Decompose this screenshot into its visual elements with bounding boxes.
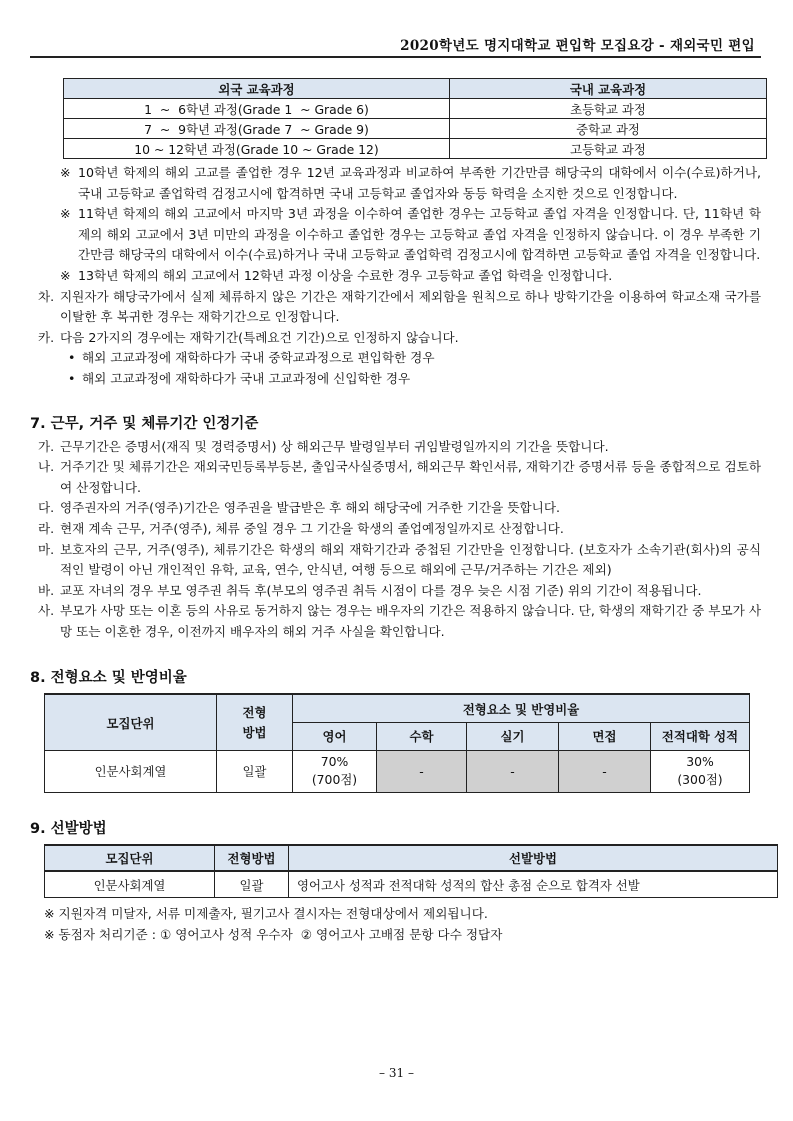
list-item — [30, 498, 761, 519]
note-mark: ※ — [60, 267, 71, 283]
item-mark: 마. — [38, 541, 55, 557]
cell-foreign: 1 ~ 6학년 과정(Grade 1 ~ Grade 6) — [64, 99, 450, 119]
cell-method: 일괄 — [217, 750, 293, 792]
cell-foreign: 7 ~ 9학년 과정(Grade 7 ~ Grade 9) — [64, 119, 450, 139]
notes-block — [30, 163, 761, 390]
note-item: ※ 동점자 처리기준 : ① 영어고사 성적 우수자 ② 영어고사 고배점 문항 다수 정답자 — [44, 927, 503, 943]
cell-unit: 인문사회계열 — [45, 750, 217, 792]
item-text: 지원자가 해당국가에서 실제 체류하지 않은 기간은 재학기간에서 제외함을 원칙으로 하나 방학기간을 이용하여 학교소재 국가를 이탈한 후 복귀한 경우는 재학기간으로 인정합니다. — [60, 288, 761, 325]
subheader-interview: 면접 — [559, 722, 651, 750]
note-text: 13학년 학제의 해외 고교에서 12학년 과정 이상을 수료한 경우 고등학교 졸업 학력을 인정합니다. — [78, 267, 613, 283]
english-points: (700점) — [311, 772, 358, 788]
table-row — [45, 871, 778, 898]
item-mark: 가. — [38, 438, 55, 454]
cell-unit: 인문사회계열 — [45, 871, 215, 898]
table-header-row — [45, 845, 778, 871]
header-method: 전형 방법 — [217, 694, 293, 750]
list-item — [30, 437, 761, 458]
header-method: 전형방법 — [215, 845, 289, 871]
subheader-previous-grades: 전적대학 성적 — [651, 722, 750, 750]
item-text: 보호자의 근무, 거주(영주), 체류기간은 학생의 해외 재학기간과 중첩된 기간만을 인정합니다. (보호자가 소속기관(회사)의 공식적인 발령이 아닌 개인적인 유학, 교육, 연수, 안식년, 여행 등으로 해외에 근무/거주하는 기간은 제외) — [60, 541, 761, 578]
list-item — [30, 287, 761, 328]
note-item: ※ 지원자격 미달자, 서류 미제출자, 필기고사 결시자는 전형대상에서 제외됩니다. — [44, 906, 488, 922]
selection-ratio-table — [44, 693, 750, 793]
page-number: – 31 – — [379, 1066, 414, 1080]
bullet-mark: • — [68, 370, 76, 386]
cell-practical: - — [467, 750, 559, 792]
table-header-row — [64, 79, 767, 99]
table-row — [64, 99, 767, 119]
prev-percent: 30% — [686, 754, 714, 770]
section9-title: 9. 선발방법 — [30, 820, 107, 837]
header-selection: 선발방법 — [289, 845, 778, 871]
note-text: 10학년 학제의 해외 고교를 졸업한 경우 12년 교육과정과 비교하여 부족한 기간만큼 해당국의 대학에서 이수(수료)하거나, 국내 고등학교 졸업학력 검정고시에 합격하면 국내 고등학교 졸업자와 동등 학력을 소지한 것으로 인정합니다. — [78, 165, 761, 201]
list-item — [30, 519, 761, 540]
list-item — [30, 581, 761, 602]
cell-domestic: 고등학교 과정 — [450, 139, 767, 159]
note-text: 11학년 학제의 해외 고교에서 마지막 3년 과정을 이수하여 졸업한 경우는 고등학교 졸업 자격을 인정합니다. 단, 11학년 학제의 해외 고교에서 3년 미만의 과정을 이수하고 졸업한 경우는 고등학교 졸업 자격을 인정하지 않습니다. 이 경우 부족한 기간만큼 해당국의 대학에서 이수(수료)하거나 국내 고등학교 졸업학력 검정고시에 합격하면 고등학교 졸업 자격을 인정합니다. — [78, 206, 761, 263]
cell-selection: 영어고사 성적과 전적대학 성적의 합산 총점 순으로 합격자 선발 — [289, 871, 778, 898]
item-mark: 다. — [38, 500, 55, 516]
cell-foreign: 10 ~ 12학년 과정(Grade 10 ~ Grade 12) — [64, 139, 450, 159]
item-mark: 카. — [38, 329, 55, 345]
bullet-text: 해외 고교과정에 재학하다가 국내 중학교과정으로 편입학한 경우 — [82, 350, 435, 366]
item-text: 영주권자의 거주(영주)기간은 영주권을 발급받은 후 해외 해당국에 거주한 기간을 뜻합니다. — [60, 500, 560, 516]
item-text: 부모가 사망 또는 이혼 등의 사유로 동거하지 않는 경우는 배우자의 기간은 적용하지 않습니다. 단, 학생의 재학기간 중 부모가 사망 또는 이혼한 경우, 이전까지 배우자의 해외 거주 사실을 확인합니다. — [60, 603, 761, 639]
table-row — [64, 139, 767, 159]
subheader-english: 영어 — [293, 722, 377, 750]
cell-method: 일괄 — [215, 871, 289, 898]
subheader-practical: 실기 — [467, 722, 559, 750]
cell-domestic: 초등학교 과정 — [450, 99, 767, 119]
english-percent: 70% — [320, 754, 349, 770]
subheader-math: 수학 — [377, 722, 467, 750]
item-text: 다음 2가지의 경우에는 재학기간(특례요건 기간)으로 인정하지 않습니다. — [60, 329, 459, 345]
item-text: 현재 계속 근무, 거주(영주), 체류 중일 경우 그 기간을 학생의 졸업예정일까지로 산정합니다. — [60, 520, 564, 536]
header-title: 2020학년도 명지대학교 편입학 모집요강 - 재외국민 편입 — [400, 38, 755, 54]
selection-method-table — [44, 844, 778, 899]
item-mark: 차. — [38, 288, 55, 304]
curriculum-table — [63, 78, 767, 159]
header-unit: 모집단위 — [45, 845, 215, 871]
item-mark: 라. — [38, 520, 55, 536]
page-header — [30, 30, 761, 58]
bullet-item — [30, 348, 761, 369]
item-mark: 사. — [38, 603, 55, 619]
cell-math: - — [377, 750, 467, 792]
header-unit: 모집단위 — [45, 694, 217, 750]
header-foreign: 외국 교육과정 — [64, 79, 450, 99]
bullet-item — [30, 369, 761, 390]
item-mark: 나. — [38, 459, 55, 475]
prev-points: (300점) — [677, 772, 723, 788]
note-item — [30, 266, 761, 287]
list-item — [30, 457, 761, 498]
bullet-mark: • — [68, 350, 76, 366]
header-domestic: 국내 교육과정 — [450, 79, 767, 99]
note-mark: ※ — [60, 165, 71, 180]
cell-interview: - — [559, 750, 651, 792]
cell-english — [293, 750, 377, 792]
list-item — [30, 601, 761, 642]
table-row — [64, 119, 767, 139]
section7-list — [30, 437, 761, 643]
cell-domestic: 중학교 과정 — [450, 119, 767, 139]
bullet-text: 해외 고교과정에 재학하다가 국내 고교과정에 신입학한 경우 — [82, 370, 411, 386]
list-item — [30, 540, 761, 581]
item-text: 근무기간은 증명서(재직 및 경력증명서) 상 해외근무 발령일부터 귀임발령일까지의 기간을 뜻합니다. — [60, 438, 609, 454]
list-item — [30, 328, 761, 349]
section9-notes — [30, 904, 761, 945]
item-mark: 바. — [38, 582, 55, 598]
item-text: 거주기간 및 체류기간은 재외국민등록부등본, 출입국사실증명서, 해외근무 확인서류, 재학기간 증명서류 등을 종합적으로 검토하여 산정합니다. — [60, 459, 761, 495]
item-text: 교포 자녀의 경우 부모 영주권 취득 후(부모의 영주권 취득 시점이 다를 경우 늦은 시점 기준) 위의 기간이 적용됩니다. — [60, 582, 702, 598]
note-item — [30, 163, 761, 204]
table-header-row — [45, 694, 750, 722]
table-row — [45, 750, 750, 792]
page-content — [30, 78, 761, 946]
section8-title: 8. 전형요소 및 반영비율 — [30, 670, 187, 687]
note-mark: ※ — [60, 206, 71, 222]
section7-title: 7. 근무, 거주 및 체류기간 인정기준 — [30, 415, 259, 432]
note-item — [30, 204, 761, 266]
cell-previous-grades — [651, 750, 750, 792]
header-group: 전형요소 및 반영비율 — [293, 694, 750, 722]
